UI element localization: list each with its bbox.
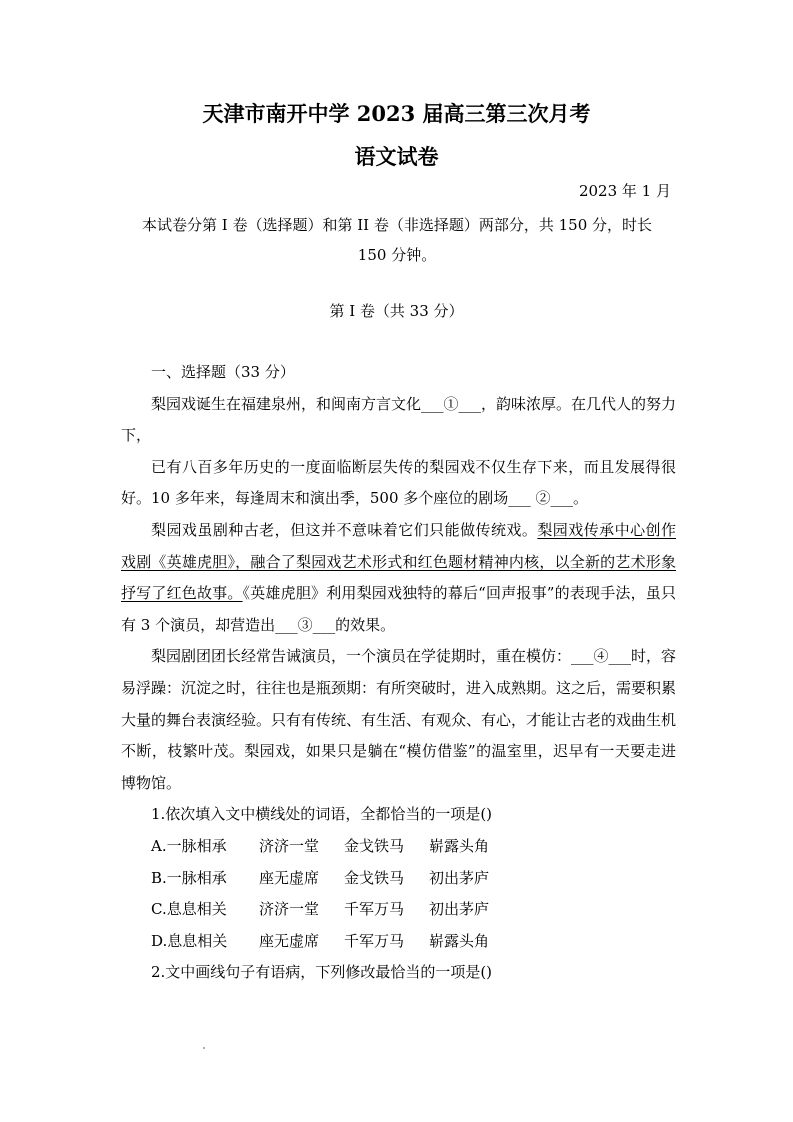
option-cell: 金戈铁马 [344, 836, 405, 855]
option-cell: 济济一堂 [259, 836, 320, 855]
option-cell: 座无虚席 [259, 931, 320, 950]
exam-body [121, 357, 676, 989]
option-cell: 崭露头角 [429, 931, 490, 950]
passage-paragraph-4: 梨园剧团团长经常告诫演员，一个演员在学徒期时，重在模仿：___④___时，容易浮躁：沉淀之时，往往也是瓶颈期：有所突破时，进入成熟期。这之后，需要积累大量的舞台表演经验。只有有传统、有生活、有观众、有心，才能让古老的戏曲生机不断，枝繁叶茂。梨园戏，如果只是躺在“模仿借鉴”的温室里，迟早有一天要走进博物馆。 [121, 647, 677, 792]
passage-p3-start: 梨园戏虽剧种古老，但这并不意味着它们只能做传统戏。 [151, 520, 538, 539]
passage-p3-end: 《英雄虎胆》利用梨园戏独特的幕后“回声报事”的表现手法，虽只有 3 个演员，却营造出___③___的效果。 [121, 584, 676, 634]
option-cell: D.息息相关 [151, 931, 228, 950]
option-cell: B.一脉相承 [151, 868, 227, 887]
section-title: 第 I 卷（共 33 分） [329, 302, 464, 320]
exam-subtitle: 语文试卷 [354, 144, 439, 169]
exam-intro: 本试卷分第 I 卷（选择题）和第 II 卷（非选择题）两部分，共 150 分，时长 150 分钟。 [141, 216, 653, 264]
scan-speck [203, 1047, 205, 1049]
option-cell: 初出茅庐 [429, 900, 490, 919]
option-cell: A.一脉相承 [151, 836, 227, 855]
question-1-option-a [121, 831, 676, 863]
option-cell: 座无虚席 [259, 868, 320, 887]
section-heading: 一、选择题（33 分） [151, 363, 295, 381]
exam-date: 2023 年 1 月 [578, 182, 671, 200]
option-cell: 济济一堂 [259, 900, 320, 919]
passage-paragraph-1: 梨园戏诞生在福建泉州，和闽南方言文化___①___，韵味浓厚。在几代人的努力下， [121, 394, 677, 445]
option-cell: 千军万马 [344, 931, 405, 950]
question-1-option-d [121, 926, 676, 958]
question-1: 1.依次填入文中横线处的词语，全都恰当的一项是() [151, 805, 493, 824]
option-cell: 千军万马 [344, 900, 405, 919]
question-1-option-c [121, 894, 676, 926]
question-2: 2.文中画线句子有语病，下列修改最恰当的一项是() [151, 963, 493, 982]
underlined-sentence: 梨园戏传承中心创作戏剧《英雄虎胆》，融合了梨园戏艺术形式和红色题材精神内核，以全新的艺术形象抒写了红色故事。 [121, 520, 676, 603]
passage-paragraph-3 [121, 515, 676, 641]
option-cell: 金戈铁马 [344, 868, 405, 887]
option-cell: C.息息相关 [151, 900, 227, 919]
exam-title: 天津市南开中学 2023 届高三第三次月考 [202, 101, 591, 126]
option-cell: 崭露头角 [429, 836, 490, 855]
option-cell: 初出茅庐 [429, 868, 490, 887]
passage-paragraph-2: 已有八百多年历史的一度面临断层失传的梨园戏不仅生存下来，而且发展得很好。10 多年来，每逢周末和演出季，500 多个座位的剧场___ ②___。 [121, 457, 676, 508]
question-1-option-b [121, 863, 676, 895]
